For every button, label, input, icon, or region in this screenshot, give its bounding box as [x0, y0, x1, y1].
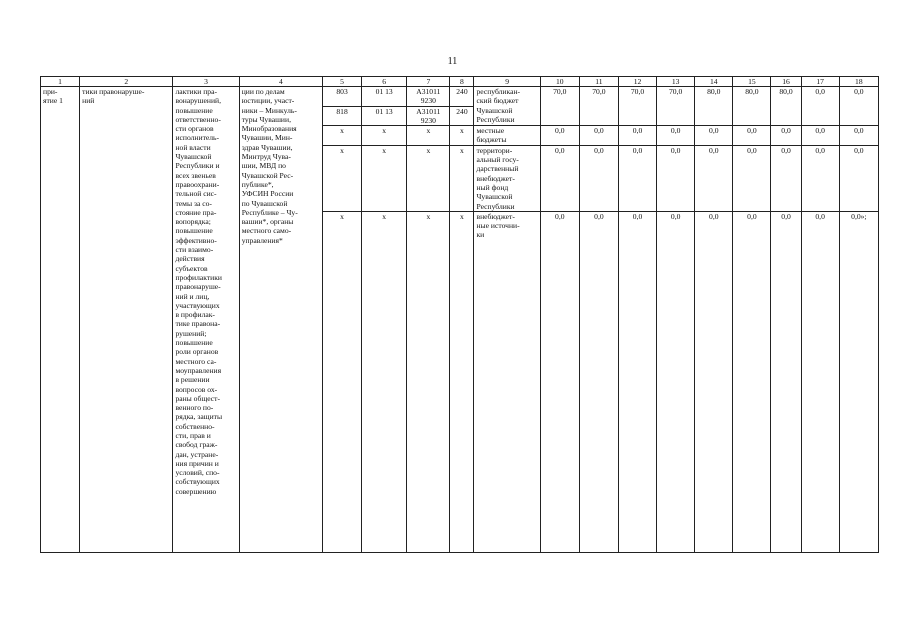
code-cell: х — [362, 126, 407, 146]
code-cell: А31011 9230 — [407, 87, 450, 107]
code-cell: х — [407, 126, 450, 146]
value-cell: 0,0 — [839, 145, 878, 211]
event-number-cell: при- ятие 1 — [41, 87, 80, 553]
value-cell: 80,0 — [771, 87, 801, 126]
header-cell: 18 — [839, 77, 878, 87]
value-cell: 70,0 — [540, 87, 579, 126]
value-cell: 0,0 — [579, 145, 618, 211]
header-cell: 14 — [695, 77, 733, 87]
header-cell: 8 — [450, 77, 474, 87]
header-cell: 15 — [733, 77, 771, 87]
header-cell: 9 — [474, 77, 540, 87]
code-cell: х — [407, 211, 450, 552]
value-cell: 0,0 — [540, 126, 579, 146]
value-cell: 80,0 — [733, 87, 771, 126]
value-cell: 0,0 — [801, 87, 839, 126]
table-row — [41, 87, 879, 107]
code-cell: х — [362, 145, 407, 211]
value-cell: 0,0 — [540, 145, 579, 211]
value-cell: 0,0 — [618, 126, 656, 146]
page-number: 11 — [447, 56, 458, 67]
value-cell: 0,0 — [733, 145, 771, 211]
header-cell: 16 — [771, 77, 801, 87]
header-cell: 13 — [657, 77, 695, 87]
value-cell: 70,0 — [618, 87, 656, 126]
code-cell: х — [450, 145, 474, 211]
responsible-cell: ции по делам юстиции, участ- ники – Минкуль- туры Чувашии, Минобразования Чувашии, Мин- здрав Чувашии, Минтруд Чува- шии, МВД по Чувашской Рес- публике*, УФСИН России по Чувашской Республике – Чу- вашии*, органы местного само- управления* — [239, 87, 322, 553]
code-cell: 818 — [322, 106, 361, 126]
header-cell: 4 — [239, 77, 322, 87]
value-cell: 0,0 — [801, 145, 839, 211]
value-cell: 0,0 — [733, 126, 771, 146]
value-cell: 80,0 — [695, 87, 733, 126]
value-cell: 0,0 — [579, 126, 618, 146]
value-cell: 0,0»; — [839, 211, 878, 552]
header-cell: 12 — [618, 77, 656, 87]
code-cell: х — [407, 145, 450, 211]
code-cell: 01 13 — [362, 106, 407, 126]
funding-source-cell: внебюджет- ные источни- ки — [474, 211, 540, 552]
header-cell: 17 — [801, 77, 839, 87]
code-cell: 240 — [450, 87, 474, 107]
header-cell: 3 — [173, 77, 239, 87]
value-cell: 0,0 — [771, 211, 801, 552]
funding-source-cell: местные бюджеты — [474, 126, 540, 146]
value-cell: 70,0 — [657, 87, 695, 126]
header-cell: 5 — [322, 77, 361, 87]
event-name-cell: тики правонаруше- ний — [80, 87, 173, 553]
value-cell: 0,0 — [695, 126, 733, 146]
header-cell: 6 — [362, 77, 407, 87]
header-cell: 11 — [579, 77, 618, 87]
value-cell: 0,0 — [771, 126, 801, 146]
header-cell: 2 — [80, 77, 173, 87]
value-cell: 0,0 — [618, 211, 656, 552]
budget-table — [40, 76, 879, 553]
funding-source-cell: территори- альный госу- дарственный внебюджет- ный фонд Чувашской Республики — [474, 145, 540, 211]
value-cell: 0,0 — [540, 211, 579, 552]
value-cell: 0,0 — [657, 126, 695, 146]
code-cell: 803 — [322, 87, 361, 107]
value-cell: 0,0 — [839, 87, 878, 126]
value-cell: 0,0 — [839, 126, 878, 146]
header-cell: 1 — [41, 77, 80, 87]
code-cell: х — [322, 126, 361, 146]
value-cell: 0,0 — [695, 145, 733, 211]
header-cell: 10 — [540, 77, 579, 87]
value-cell: 0,0 — [771, 145, 801, 211]
value-cell: 70,0 — [579, 87, 618, 126]
funding-source-cell: республикан- ский бюджет Чувашской Республики — [474, 87, 540, 126]
code-cell: х — [322, 145, 361, 211]
header-cell: 7 — [407, 77, 450, 87]
goal-description-cell: лактики пра- вонарушений, повышение ответственно- сти органов исполнитель- ной власти Чувашской Республики и всех звеньев правоохрани- тельной сис- темы за со- стояние пра- вопорядка; повышение эффективно- сти взаимо- действия субъектов профилактики правонаруше- ний и лиц, участвующих в профилак- тике правона- рушений; повышение роли органов местного са- моуправления в решении вопросов ох- раны общест- венного по- рядка, защиты собственно- сти, прав и свобод граж- дан, устране- ния причин и условий, спо- собствующих совершению — [173, 87, 239, 553]
value-cell: 0,0 — [657, 211, 695, 552]
code-cell: х — [322, 211, 361, 552]
header-row — [41, 77, 879, 87]
value-cell: 0,0 — [618, 145, 656, 211]
code-cell: х — [450, 211, 474, 552]
code-cell: х — [450, 126, 474, 146]
code-cell: х — [362, 211, 407, 552]
value-cell: 0,0 — [695, 211, 733, 552]
code-cell: А31011 9230 — [407, 106, 450, 126]
code-cell: 01 13 — [362, 87, 407, 107]
value-cell: 0,0 — [801, 126, 839, 146]
value-cell: 0,0 — [733, 211, 771, 552]
value-cell: 0,0 — [579, 211, 618, 552]
code-cell: 240 — [450, 106, 474, 126]
value-cell: 0,0 — [657, 145, 695, 211]
value-cell: 0,0 — [801, 211, 839, 552]
